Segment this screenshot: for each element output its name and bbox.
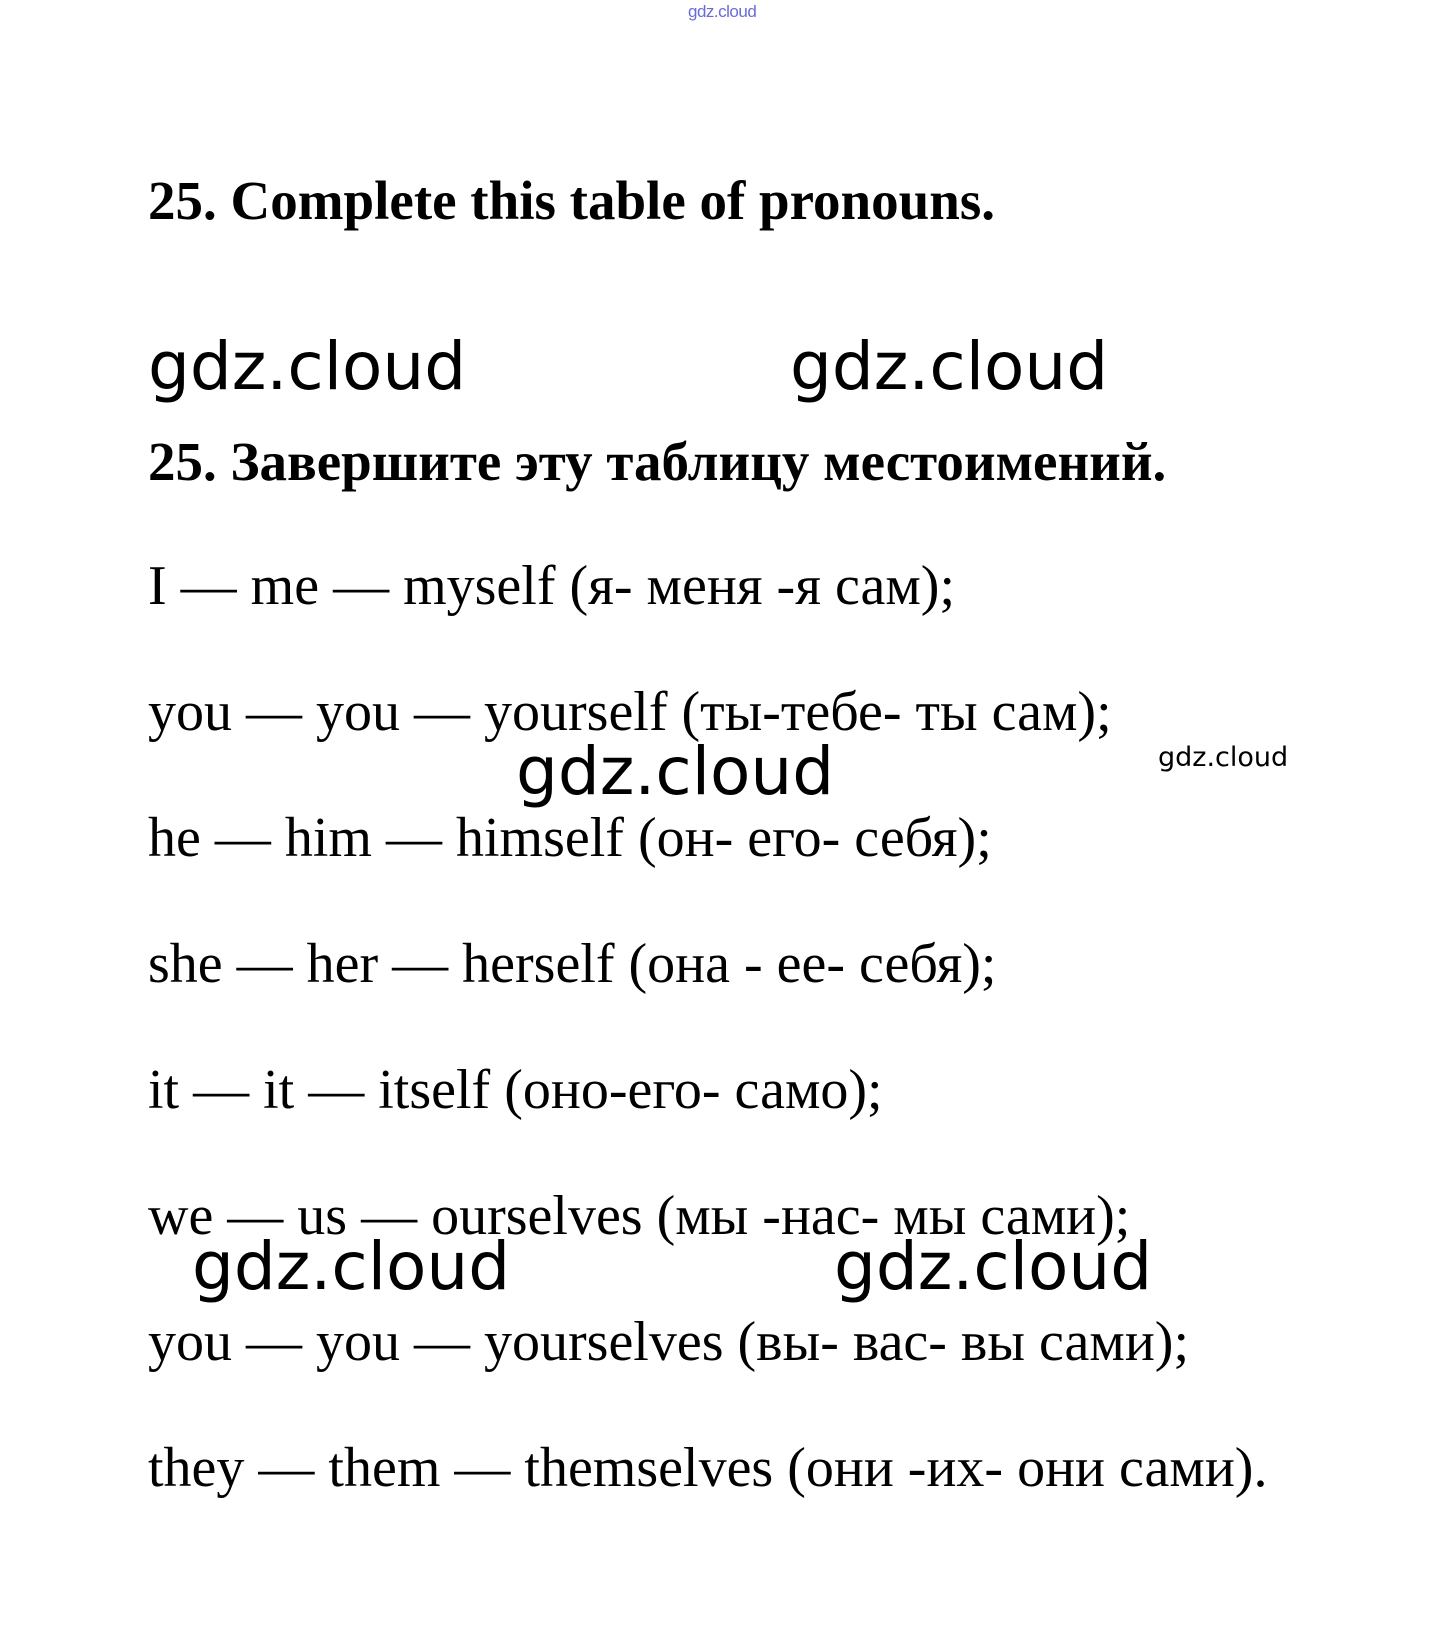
watermark: gdz.cloud xyxy=(516,733,835,810)
watermark: gdz.cloud xyxy=(1158,742,1289,773)
pronoun-line: you — you — yourselves (вы- вас- вы сами); xyxy=(148,1311,1190,1373)
watermark: gdz.cloud xyxy=(192,1228,511,1305)
pronoun-line: he — him — himself (он- его- себя); xyxy=(148,807,992,869)
exercise-title-english: 25. Complete this table of pronouns. xyxy=(148,170,995,231)
watermark: gdz.cloud xyxy=(790,328,1109,405)
pronoun-line: we — us — ourselves (мы -нас- мы сами); xyxy=(148,1185,1131,1247)
pronoun-line: they — them — themselves (они -их- они сами). xyxy=(148,1437,1268,1499)
pronoun-line: you — you — yourself (ты-тебе- ты сам); xyxy=(148,681,1112,743)
watermark: gdz.cloud xyxy=(148,328,467,405)
top-watermark: gdz.cloud xyxy=(688,2,757,21)
watermark: gdz.cloud xyxy=(834,1228,1153,1305)
pronoun-line: it — it — itself (оно-его- само); xyxy=(148,1059,883,1121)
exercise-title-russian: 25. Завершите эту таблицу местоимений. xyxy=(148,431,1167,492)
pronoun-line: I — me — myself (я- меня -я сам); xyxy=(148,555,955,617)
pronoun-line: she — her — herself (она - ее- себя); xyxy=(148,933,997,995)
